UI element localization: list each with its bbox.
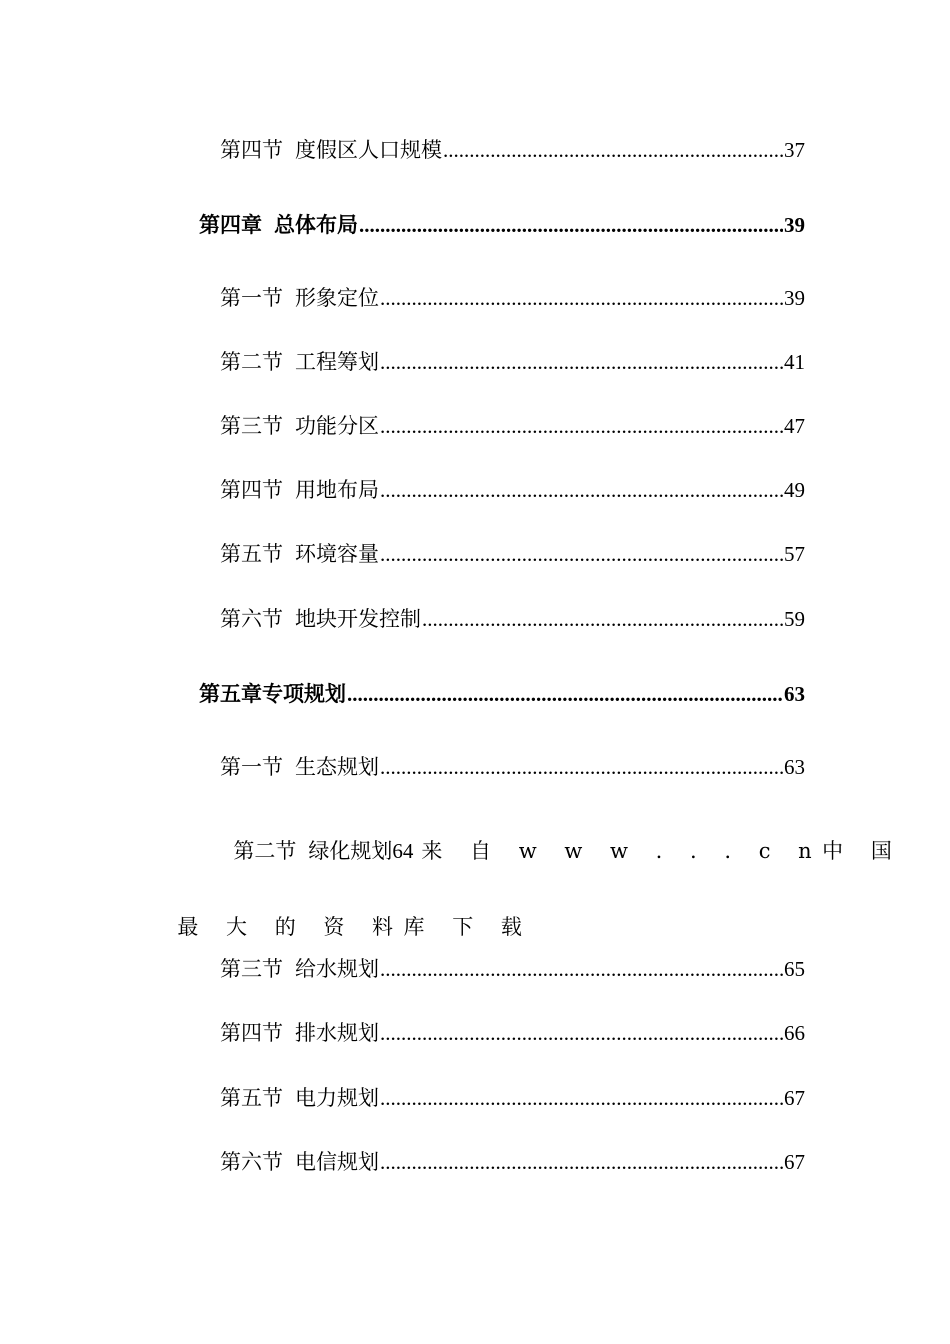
toc-chapter-entry	[199, 683, 805, 705]
watermark-text: 来 自 w w w . . . c n中 国	[421, 839, 903, 863]
toc-chapter-entry	[199, 214, 805, 236]
toc-entry	[220, 480, 805, 501]
toc-entry	[220, 609, 805, 630]
toc-section-number: 第四节	[220, 138, 283, 162]
toc-section-number: 第三节	[220, 957, 283, 981]
watermark-text: 最 大 的 资 料库 下 载	[177, 915, 533, 939]
toc-leader	[359, 215, 783, 236]
toc-leader	[380, 959, 783, 980]
toc-page-number: 67	[784, 1086, 805, 1110]
toc-page-number: 66	[784, 1021, 805, 1045]
toc-entry	[220, 140, 805, 161]
toc-page-number: 64	[392, 839, 414, 863]
toc-leader	[347, 684, 783, 705]
toc-title: 电力规划	[295, 1086, 379, 1110]
toc-section-number: 第五节	[220, 542, 283, 566]
toc-entry	[220, 1088, 805, 1109]
toc-title: 排水规划	[295, 1021, 379, 1045]
toc-title: 环境容量	[295, 542, 379, 566]
toc-page-number: 65	[784, 957, 805, 981]
toc-title: 工程筹划	[295, 350, 379, 374]
toc-section-number: 第六节	[220, 607, 283, 631]
toc-section-number: 第一节	[220, 755, 283, 779]
toc-page-number: 59	[784, 607, 805, 631]
toc-page-number: 47	[784, 414, 805, 438]
toc-section-number: 第五节	[220, 1086, 283, 1110]
toc-page-number: 63	[784, 755, 805, 779]
toc-title: 总体布局	[274, 212, 358, 237]
toc-section-number: 第一节	[220, 286, 283, 310]
toc-leader	[380, 480, 783, 501]
toc-section-number: 第三节	[220, 414, 283, 438]
toc-title: 第五章专项规划	[199, 681, 346, 706]
toc-leader	[422, 609, 783, 630]
toc-title: 度假区人口规模	[295, 138, 442, 162]
toc-page-number: 39	[784, 286, 805, 310]
toc-entry	[220, 757, 805, 778]
toc-leader	[380, 352, 783, 373]
toc-chapter-number: 第四章	[199, 212, 262, 237]
toc-leader	[380, 1088, 783, 1109]
toc-entry	[220, 1152, 805, 1173]
toc-section-number: 第二节	[233, 839, 297, 863]
toc-title: 绿化规划	[308, 839, 393, 863]
toc-page-number: 37	[784, 138, 805, 162]
toc-entry	[220, 1023, 805, 1044]
toc-leader	[380, 544, 783, 565]
toc-leader	[380, 416, 783, 437]
toc-page-number: 57	[784, 542, 805, 566]
watermark-continuation	[164, 896, 532, 938]
toc-page-number: 41	[784, 350, 805, 374]
toc-page-number: 39	[784, 213, 805, 237]
toc-entry	[220, 288, 805, 309]
toc-leader	[443, 140, 783, 161]
toc-entry	[220, 959, 805, 980]
toc-entry-broken	[220, 820, 902, 862]
toc-section-number: 第六节	[220, 1150, 283, 1174]
toc-title: 形象定位	[295, 286, 379, 310]
toc-leader	[380, 288, 783, 309]
toc-title: 地块开发控制	[295, 607, 421, 631]
toc-section-number: 第二节	[220, 350, 283, 374]
toc-title: 用地布局	[295, 478, 379, 502]
toc-entry	[220, 352, 805, 373]
toc-title: 电信规划	[295, 1150, 379, 1174]
toc-title: 生态规划	[295, 755, 379, 779]
toc-leader	[380, 757, 783, 778]
toc-section-number: 第四节	[220, 478, 283, 502]
toc-leader	[380, 1152, 783, 1173]
toc-page-number: 49	[784, 478, 805, 502]
toc-page-number: 67	[784, 1150, 805, 1174]
toc-entry	[220, 416, 805, 437]
toc-title: 给水规划	[295, 957, 379, 981]
toc-title: 功能分区	[295, 414, 379, 438]
toc-leader	[380, 1023, 783, 1044]
toc-section-number: 第四节	[220, 1021, 283, 1045]
toc-entry	[220, 544, 805, 565]
toc-page-number: 63	[784, 682, 805, 706]
